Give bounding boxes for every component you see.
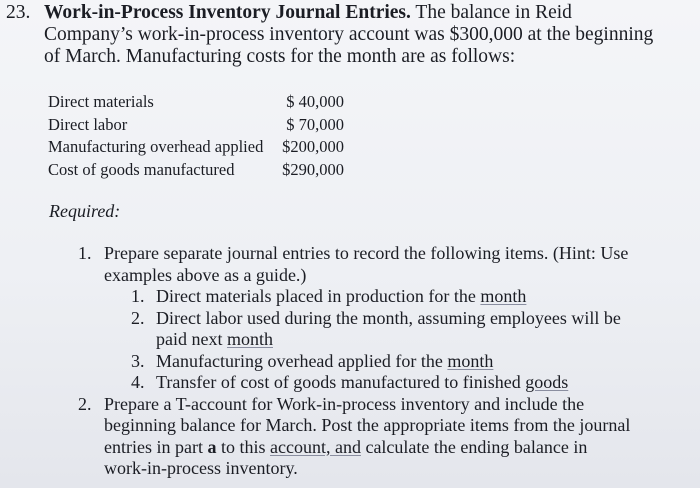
cost-label: Manufacturing overhead applied: [48, 137, 264, 156]
underlined-word: month: [226, 329, 273, 349]
requirement-text-line: Prepare separate journal entries to record the following items. (Hint: Use: [104, 243, 629, 263]
sub-requirement-item: [131, 351, 688, 373]
problem-title: Work-in-Process Inventory Journal Entries.: [44, 2, 411, 23]
requirement-text-line: [104, 437, 688, 459]
sub-requirements-list: [131, 286, 688, 394]
sub-requirement-number: 3.: [131, 350, 145, 371]
cost-row: [48, 114, 344, 137]
requirement-number: 2.: [78, 393, 92, 414]
requirements-list: [78, 243, 688, 480]
cost-value: $200,000: [282, 137, 344, 156]
sub-requirement-text: Transfer of cost of goods manufactured to finished: [156, 372, 521, 392]
sub-requirement-number: 2.: [131, 307, 145, 328]
problem-intro-line-2: Company’s work-in-process inventory account was $300,000 at the beginning: [44, 24, 654, 45]
requirement-text: to this: [220, 436, 266, 457]
underlined-word: goods: [525, 372, 569, 392]
manufacturing-costs-table: [48, 91, 344, 181]
sub-requirement-number: 4.: [131, 372, 145, 392]
problem-number: 23.: [6, 2, 31, 23]
cost-value: $ 70,000: [286, 114, 344, 134]
cost-row: [48, 159, 344, 182]
requirement-text: entries in part: [104, 436, 203, 457]
sub-requirement-item: [131, 308, 688, 351]
requirement-text-line: examples above as a guide.): [104, 264, 307, 285]
underlined-phrase: account, and: [269, 436, 361, 457]
cost-row: [48, 91, 344, 114]
cost-value: $290,000: [282, 159, 344, 179]
sub-requirement-text: Manufacturing overhead applied for the: [156, 350, 443, 371]
requirement-item-2: [78, 394, 688, 480]
problem-intro-line-1: The balance in Reid: [415, 2, 572, 23]
sub-requirement-number: 1.: [131, 286, 145, 306]
requirement-text-line: work-in-process inventory.: [104, 458, 298, 478]
problem-intro-line-3: of March. Manufacturing costs for the month are as follows:: [44, 46, 516, 67]
underlined-word: month: [447, 350, 494, 371]
sub-requirement-text: paid next: [156, 329, 223, 349]
sub-requirement-text: Direct labor used during the month, assuming employees will be: [156, 307, 621, 328]
cost-label: Direct labor: [48, 114, 128, 134]
sub-requirement-text-cont: [156, 329, 688, 351]
requirement-text: calculate the ending balance in: [365, 436, 588, 457]
sub-requirement-item: [131, 372, 688, 394]
underlined-word: month: [480, 286, 527, 306]
cost-label: Cost of goods manufactured: [48, 159, 235, 179]
cost-value: $ 40,000: [286, 92, 344, 111]
cost-row: [48, 136, 344, 159]
requirement-number: 1.: [78, 243, 92, 263]
problem-header: [6, 2, 686, 68]
requirement-text-line: Prepare a T-account for Work-in-process inventory and include the: [104, 393, 585, 414]
sub-requirement-text: Direct materials placed in production for the: [156, 286, 476, 306]
part-letter: a: [207, 436, 217, 457]
requirement-item-1: [78, 243, 688, 394]
sub-requirement-item: [131, 286, 688, 308]
required-heading: Required:: [49, 201, 121, 221]
cost-label: Direct materials: [48, 92, 154, 111]
requirement-text-line: beginning balance for March. Post the appropriate items from the journal: [104, 415, 631, 435]
